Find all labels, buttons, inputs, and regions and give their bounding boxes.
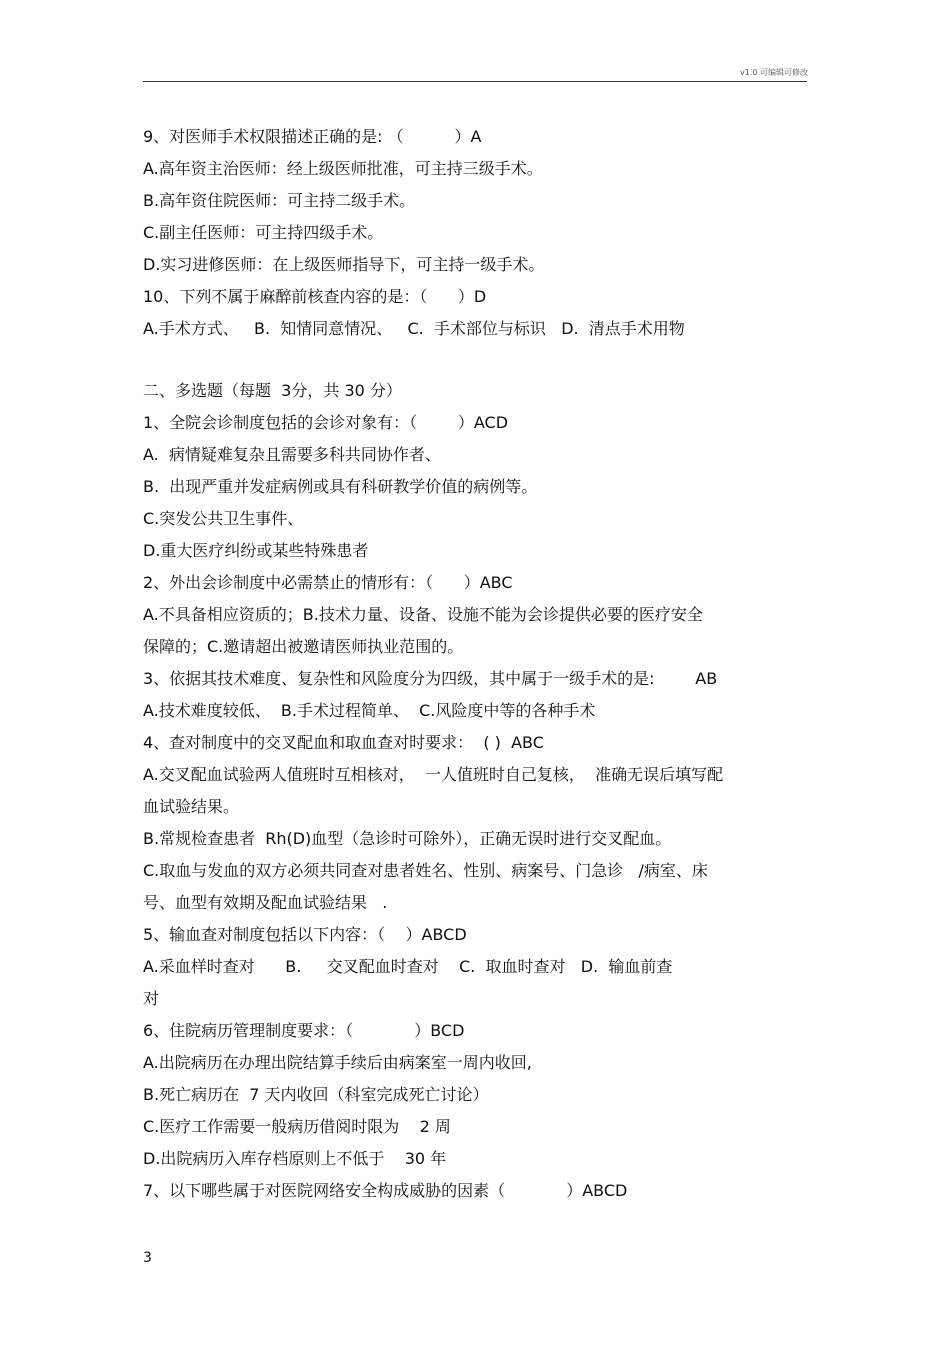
q10-options: A.手术方式、 B. 知情同意情况、 C. 手术部位与标识 D. 清点手术用物 <box>143 319 685 338</box>
header-version-text: v1.0 可编辑可修改 <box>740 68 808 77</box>
mc-question-6: 6、住院病历管理制度要求：（ ）BCD <box>143 1021 465 1040</box>
section-heading-multiple-choice: 二、多选题（每题 3分，共 30 分） <box>143 381 402 400</box>
q9-option-a: A.高年资主治医师：经上级医师批准，可主持三级手术。 <box>143 159 543 178</box>
mc-question-3: 3、依据其技术难度、复杂性和风险度分为四级，其中属于一级手术的是: AB <box>143 669 718 688</box>
mc6-option-a: A.出院病历在办理出院结算手续后由病案室一周内收回, <box>143 1053 532 1072</box>
mc4-option-c-line2: 号、血型有效期及配血试验结果 . <box>143 893 388 912</box>
mc-question-2: 2、外出会诊制度中必需禁止的情形有：（ ）ABC <box>143 573 513 592</box>
question-9: 9、对医师手术权限描述正确的是: （ ）A <box>143 127 482 146</box>
mc1-option-c: C.突发公共卫生事件、 <box>143 509 304 528</box>
mc5-options-line2: 对 <box>143 989 160 1008</box>
q9-option-c: C.副主任医师：可主持四级手术。 <box>143 223 384 242</box>
mc2-options-line2: 保障的；C.邀请超出被邀请医师执业范围的。 <box>143 637 464 656</box>
page-number: 3 <box>143 1250 152 1266</box>
header-divider <box>143 81 807 82</box>
page-content <box>143 121 808 1207</box>
mc4-option-b: B.常规检查患者 Rh(D)血型（急诊时可除外），正确无误时进行交叉配血。 <box>143 829 672 848</box>
mc1-option-b: B. 出现严重并发症病例或具有科研教学价值的病例等。 <box>143 477 538 496</box>
q9-option-d: D.实习进修医师：在上级医师指导下，可主持一级手术。 <box>143 255 545 274</box>
mc4-option-c-line1: C.取血与发血的双方必须共同查对患者姓名、性别、病案号、门急诊 /病室、床 <box>143 861 708 880</box>
section-spacer <box>143 345 808 375</box>
mc-question-1: 1、全院会诊制度包括的会诊对象有：（ ）ACD <box>143 413 509 432</box>
mc6-option-b: B.死亡病历在 7 天内收回（科室完成死亡讨论） <box>143 1085 489 1104</box>
mc5-options-line1: A.采血样时查对 B. 交叉配血时查对 C. 取血时查对 D. 输血前查 <box>143 957 673 976</box>
mc1-option-d: D.重大医疗纠纷或某些特殊患者 <box>143 541 369 560</box>
mc-question-5: 5、输血查对制度包括以下内容：（ ）ABCD <box>143 925 467 944</box>
mc4-option-a-line1: A.交叉配血试验两人值班时互相核对， 一人值班时自己复核， 准确无误后填写配 <box>143 765 724 784</box>
mc2-options-line1: A.不具备相应资质的；B.技术力量、设备、设施不能为会诊提供必要的医疗安全 <box>143 605 703 624</box>
mc-question-7: 7、以下哪些属于对医院网络安全构成威胁的因素（ ）ABCD <box>143 1181 628 1200</box>
mc6-option-d: D.出院病历入库存档原则上不低于 30 年 <box>143 1149 447 1168</box>
mc3-options: A.技术难度较低、 B.手术过程简单、 C.风险度中等的各种手术 <box>143 701 596 720</box>
mc4-option-a-line2: 血试验结果。 <box>143 797 240 816</box>
mc1-option-a: A. 病情疑难复杂且需要多科共同协作者、 <box>143 445 441 464</box>
question-10: 10、下列不属于麻醉前核查内容的是：（ ）D <box>143 287 487 306</box>
q9-option-b: B.高年资住院医师：可主持二级手术。 <box>143 191 416 210</box>
mc6-option-c: C.医疗工作需要一般病历借阅时限为 2 周 <box>143 1117 451 1136</box>
mc-question-4: 4、查对制度中的交叉配血和取血查对时要求： ( ) ABC <box>143 733 544 752</box>
